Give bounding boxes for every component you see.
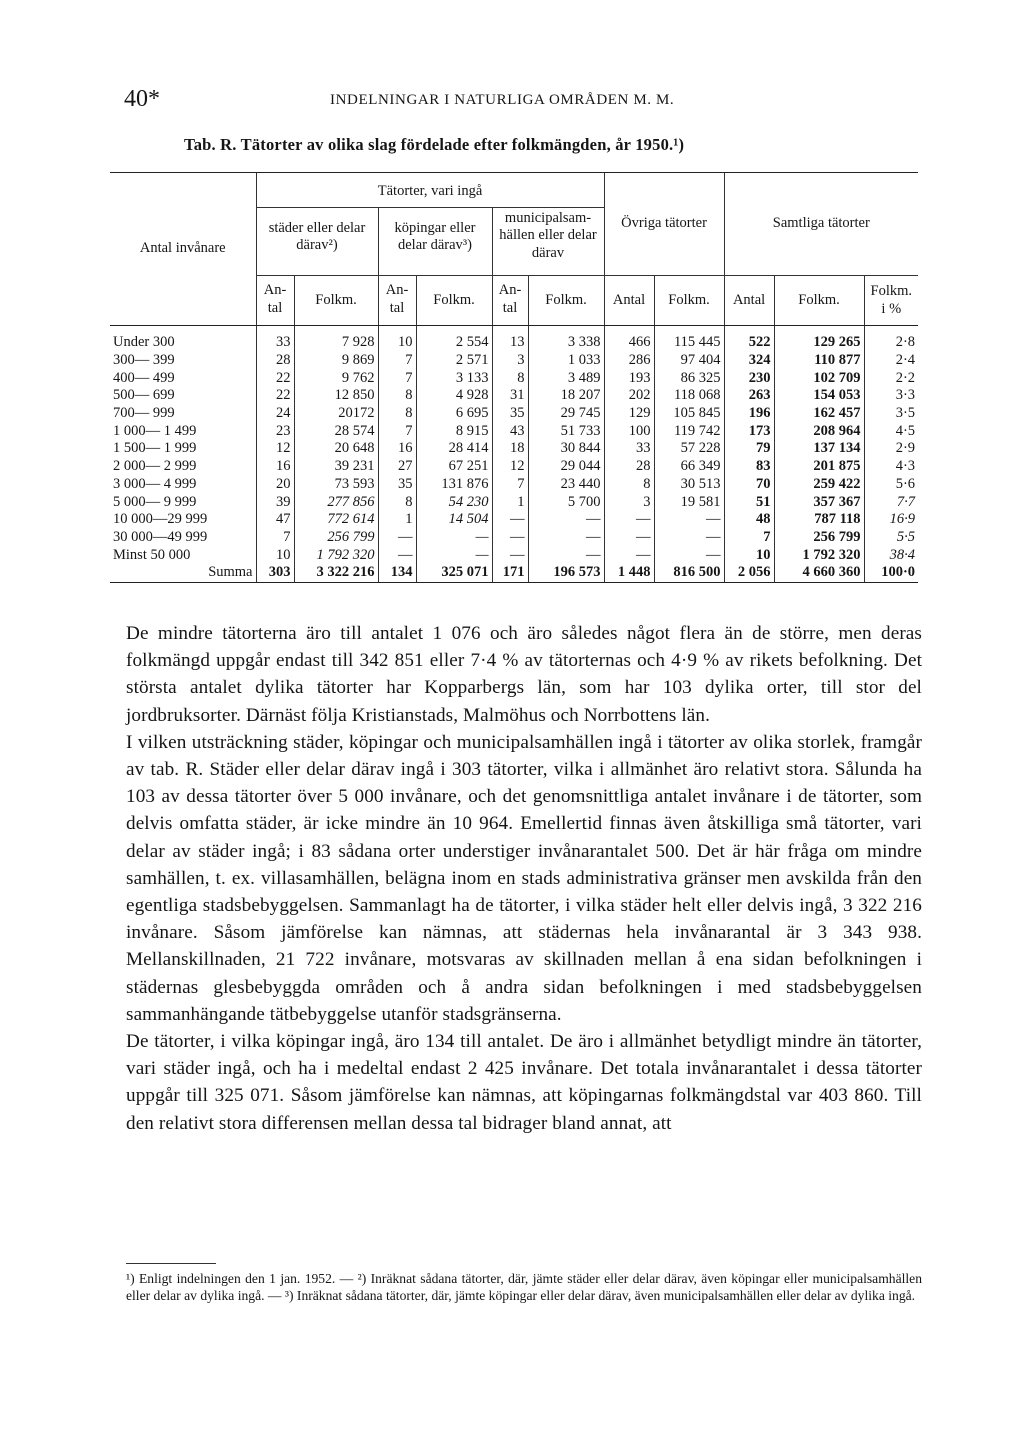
table-row — [110, 387, 918, 405]
cell-c3: — — [378, 529, 416, 547]
sum-c9: 2 056 — [724, 564, 774, 582]
row-label: 5 000— 9 999 — [113, 493, 197, 510]
cell-c1: 22 — [256, 387, 294, 405]
cell-c9: 79 — [724, 440, 774, 458]
sum-row — [110, 564, 918, 582]
row-label: 1 000— 1 499 — [113, 422, 197, 439]
cell-c7: 286 — [604, 352, 654, 370]
cell-c1: 28 — [256, 352, 294, 370]
header-folkm-3: Folkm. — [528, 275, 604, 325]
cell-c6: 30 844 — [528, 440, 604, 458]
row-label: 2 000— 2 999 — [113, 458, 197, 475]
cell-c5: 31 — [492, 387, 528, 405]
header-antal-2: An-tal — [378, 275, 416, 325]
header-municipal: municipalsam-hällen eller delar därav — [492, 207, 604, 275]
cell-c1: 7 — [256, 529, 294, 547]
cell-c10: 259 422 — [774, 476, 864, 494]
table-title: Tab. R. Tätorter av olika slag fördelade efter folkmängden, år 1950.¹) — [184, 135, 685, 154]
header-folkm-1: Folkm. — [294, 275, 378, 325]
cell-c4: 3 133 — [416, 370, 492, 388]
table-row — [110, 458, 918, 476]
cell-c8: 97 404 — [654, 352, 724, 370]
sum-c6: 196 573 — [528, 564, 604, 582]
cell-c1: 24 — [256, 405, 294, 423]
cell-c5: 43 — [492, 423, 528, 441]
cell-c5: 12 — [492, 458, 528, 476]
cell-c6: 23 440 — [528, 476, 604, 494]
sum-c11: 100·0 — [864, 564, 918, 582]
table-body — [110, 326, 918, 583]
cell-c5: 35 — [492, 405, 528, 423]
header-antal-3: An-tal — [492, 275, 528, 325]
cell-c11: 3·3 — [864, 387, 918, 405]
cell-c7: 8 — [604, 476, 654, 494]
cell-c2: 7 928 — [294, 326, 378, 352]
table-row — [110, 529, 918, 547]
cell-c8: 19 581 — [654, 494, 724, 512]
cell-c4: 2 554 — [416, 326, 492, 352]
header-staden: städer eller delar därav²) — [256, 207, 378, 275]
cell-c7: — — [604, 511, 654, 529]
cell-c7: 33 — [604, 440, 654, 458]
cell-c10: 1 792 320 — [774, 547, 864, 565]
table-row — [110, 494, 918, 512]
row-label: 500— 699 — [113, 387, 175, 404]
cell-c10: 102 709 — [774, 370, 864, 388]
cell-c8: — — [654, 511, 724, 529]
cell-c7: 28 — [604, 458, 654, 476]
cell-c2: 20172 — [294, 405, 378, 423]
cell-c3: — — [378, 547, 416, 565]
cell-c11: 2·2 — [864, 370, 918, 388]
cell-c9: 48 — [724, 511, 774, 529]
footnote: ¹) Enligt indelningen den 1 jan. 1952. — ²) Inräknat sådana tätorter, där, jämte städer eller delar därav, även köpingar eller municipalsamhällen eller delar av dylika ingå. — ³) Inräknat sådana tätorter, där, jämte köpingar eller delar därav, även municipalsamhällen eller delar av dylika ingå. — [126, 1271, 922, 1303]
cell-c1: 23 — [256, 423, 294, 441]
cell-c11: 3·5 — [864, 405, 918, 423]
header-folkm-pct: Folkm. i % — [864, 275, 918, 325]
cell-c11: 4·5 — [864, 423, 918, 441]
cell-c11: 2·8 — [864, 326, 918, 352]
header-folkm-2: Folkm. — [416, 275, 492, 325]
cell-c8: — — [654, 547, 724, 565]
paragraph-2: I vilken utsträckning städer, köpingar och municipalsamhällen ingå i tätorter av olika storlek, framgår av tab. R. Städer eller delar därav ingå i 303 tätorter, vilka i allmänhet äro relativt stora. Sålunda ha 103 av dessa tätorter över 5 000 invånare, och det genomsnittliga antalet invånare i de tätorter, som delvis omfatta städer, är icke mindre än 10 964. Emellertid finnas även åtskilliga små tätorter, vari delar av städer ingå; i 83 sådana orter understiger invånarantalet 500. Det är här fråga om mindre samhällen, t. ex. villasamhällen, belägna inom en stads administrativa gränser men avskilda från den egentliga stadsbebyggelsen. Sammanlagt ha de tätorter, i vilka städer helt eller delvis ingå, 3 322 216 invånare. Såsom jämförelse kan nämnas, att städernas hela invånarantal är 3 343 938. Mellanskillnaden, 21 722 invånare, motsvaras av skillnaden mellan å ena sidan befolkningen i städernas glesbebyggda områden och å andra sidan befolkningen i med stadsbebyggelsen sammanhängande tätbebyggelse utanför stadsgränserna. — [126, 731, 922, 1025]
row-label: Minst 50 000 — [113, 546, 191, 563]
cell-c11: 38·4 — [864, 547, 918, 565]
cell-c3: 7 — [378, 352, 416, 370]
header-antal-4: Antal — [604, 275, 654, 325]
table-row — [110, 405, 918, 423]
sum-c10: 4 660 360 — [774, 564, 864, 582]
cell-c3: 8 — [378, 494, 416, 512]
footnote-rule — [126, 1263, 216, 1264]
cell-c10: 154 053 — [774, 387, 864, 405]
cell-c4: 2 571 — [416, 352, 492, 370]
cell-c6: 29 745 — [528, 405, 604, 423]
cell-c10: 256 799 — [774, 529, 864, 547]
cell-c8: 118 068 — [654, 387, 724, 405]
header-antal-1: An-tal — [256, 275, 294, 325]
cell-c1: 22 — [256, 370, 294, 388]
cell-c2: 772 614 — [294, 511, 378, 529]
cell-c5: — — [492, 529, 528, 547]
cell-c5: 13 — [492, 326, 528, 352]
cell-c8: — — [654, 529, 724, 547]
cell-c11: 2·4 — [864, 352, 918, 370]
row-label: 3 000— 4 999 — [113, 475, 197, 492]
cell-c7: 129 — [604, 405, 654, 423]
cell-c4: 8 915 — [416, 423, 492, 441]
cell-c4: 14 504 — [416, 511, 492, 529]
table-row — [110, 326, 918, 352]
cell-c1: 39 — [256, 494, 294, 512]
cell-c6: 29 044 — [528, 458, 604, 476]
cell-c2: 1 792 320 — [294, 547, 378, 565]
sum-c7: 1 448 — [604, 564, 654, 582]
cell-c10: 208 964 — [774, 423, 864, 441]
cell-c2: 39 231 — [294, 458, 378, 476]
row-label: 30 000—49 999 — [113, 528, 208, 545]
page-number: 40* — [124, 86, 160, 112]
sum-c2: 3 322 216 — [294, 564, 378, 582]
paragraph-3: De tätorter, i vilka köpingar ingå, äro 134 till antalet. De äro i allmänhet betydligt mindre än tätorter, vari städer ingå, och ha i medeltal endast 2 425 invånare. Det totala invånarantalet i dessa tätorter uppgår till 325 071. Såsom jämförelse kan nämnas, att köpingarnas folkmängdstal var 403 860. Till den relativt stora differensen mellan dessa tal bidrager bland annat, att — [126, 1031, 922, 1134]
cell-c7: 100 — [604, 423, 654, 441]
sum-c5: 171 — [492, 564, 528, 582]
cell-c10: 137 134 — [774, 440, 864, 458]
cell-c11: 5·5 — [864, 529, 918, 547]
cell-c3: 8 — [378, 405, 416, 423]
cell-c9: 263 — [724, 387, 774, 405]
cell-c9: 83 — [724, 458, 774, 476]
cell-c2: 20 648 — [294, 440, 378, 458]
cell-c6: 51 733 — [528, 423, 604, 441]
cell-c11: 7·7 — [864, 494, 918, 512]
sum-c8: 816 500 — [654, 564, 724, 582]
cell-c4: 131 876 — [416, 476, 492, 494]
row-label: 300— 399 — [113, 351, 175, 368]
cell-c8: 115 445 — [654, 326, 724, 352]
row-label: 1 500— 1 999 — [113, 440, 197, 457]
cell-c9: 70 — [724, 476, 774, 494]
cell-c3: 8 — [378, 387, 416, 405]
cell-c2: 9 762 — [294, 370, 378, 388]
cell-c8: 86 325 — [654, 370, 724, 388]
cell-c8: 119 742 — [654, 423, 724, 441]
cell-c4: — — [416, 529, 492, 547]
cell-c3: 16 — [378, 440, 416, 458]
cell-c6: — — [528, 529, 604, 547]
cell-c1: 10 — [256, 547, 294, 565]
body-text — [126, 620, 922, 1137]
cell-c4: 4 928 — [416, 387, 492, 405]
sum-c1: 303 — [256, 564, 294, 582]
cell-c9: 7 — [724, 529, 774, 547]
cell-c9: 324 — [724, 352, 774, 370]
cell-c7: — — [604, 529, 654, 547]
table-row — [110, 476, 918, 494]
cell-c9: 51 — [724, 494, 774, 512]
cell-c5: 8 — [492, 370, 528, 388]
cell-c7: 193 — [604, 370, 654, 388]
sum-label: Summa — [110, 564, 256, 582]
paragraph-1: De mindre tätorterna äro till antalet 1 076 och äro således något flera än de större, men deras folkmängd uppgår endast till 342 851 eller 7·4 % av tätorternas och 4·9 % av rikets befolkning. Det största antalet dylika tätorter har Kopparbergs län, som har 103 dylika orter, till stor del jordbruksorter. Därnäst följa Kristianstads, Malmöhus och Norrbottens län. — [126, 623, 922, 726]
cell-c10: 129 265 — [774, 326, 864, 352]
cell-c2: 256 799 — [294, 529, 378, 547]
cell-c8: 57 228 — [654, 440, 724, 458]
cell-c5: 7 — [492, 476, 528, 494]
cell-c5: 3 — [492, 352, 528, 370]
sum-c3: 134 — [378, 564, 416, 582]
cell-c1: 20 — [256, 476, 294, 494]
header-kopingar: köpingar eller delar därav³) — [378, 207, 492, 275]
table-row — [110, 423, 918, 441]
cell-c3: 1 — [378, 511, 416, 529]
running-head: INDELNINGAR I NATURLIGA OMRÅDEN M. M. — [330, 92, 675, 108]
cell-c7: 3 — [604, 494, 654, 512]
row-label: 700— 999 — [113, 405, 175, 422]
cell-c3: 7 — [378, 370, 416, 388]
cell-c11: 4·3 — [864, 458, 918, 476]
cell-c9: 196 — [724, 405, 774, 423]
cell-c6: 3 489 — [528, 370, 604, 388]
cell-c9: 173 — [724, 423, 774, 441]
cell-c4: 6 695 — [416, 405, 492, 423]
cell-c5: — — [492, 547, 528, 565]
cell-c11: 16·9 — [864, 511, 918, 529]
row-label: 10 000—29 999 — [113, 511, 208, 528]
cell-c6: 18 207 — [528, 387, 604, 405]
cell-c5: — — [492, 511, 528, 529]
cell-c11: 5·6 — [864, 476, 918, 494]
cell-c6: — — [528, 547, 604, 565]
cell-c6: 3 338 — [528, 326, 604, 352]
cell-c2: 28 574 — [294, 423, 378, 441]
header-row-label: Antal invånare — [110, 173, 256, 326]
cell-c6: 5 700 — [528, 494, 604, 512]
statistics-table — [110, 172, 918, 583]
cell-c9: 10 — [724, 547, 774, 565]
header-col-group: Tätorter, vari ingå — [256, 173, 604, 208]
cell-c6: — — [528, 511, 604, 529]
cell-c10: 110 877 — [774, 352, 864, 370]
cell-c2: 277 856 — [294, 494, 378, 512]
cell-c7: 202 — [604, 387, 654, 405]
sum-c4: 325 071 — [416, 564, 492, 582]
cell-c3: 7 — [378, 423, 416, 441]
cell-c5: 1 — [492, 494, 528, 512]
table-row — [110, 547, 918, 565]
cell-c4: — — [416, 547, 492, 565]
cell-c10: 357 367 — [774, 494, 864, 512]
cell-c2: 12 850 — [294, 387, 378, 405]
cell-c9: 230 — [724, 370, 774, 388]
header-folkm-5: Folkm. — [774, 275, 864, 325]
cell-c7: 466 — [604, 326, 654, 352]
cell-c6: 1 033 — [528, 352, 604, 370]
cell-c4: 67 251 — [416, 458, 492, 476]
cell-c4: 28 414 — [416, 440, 492, 458]
cell-c1: 12 — [256, 440, 294, 458]
header-samtliga: Samtliga tätorter — [724, 173, 918, 276]
cell-c2: 9 869 — [294, 352, 378, 370]
cell-c10: 787 118 — [774, 511, 864, 529]
cell-c7: — — [604, 547, 654, 565]
table-row — [110, 511, 918, 529]
cell-c8: 105 845 — [654, 405, 724, 423]
table-row — [110, 370, 918, 388]
cell-c1: 47 — [256, 511, 294, 529]
cell-c5: 18 — [492, 440, 528, 458]
cell-c3: 27 — [378, 458, 416, 476]
cell-c10: 201 875 — [774, 458, 864, 476]
cell-c3: 35 — [378, 476, 416, 494]
cell-c1: 33 — [256, 326, 294, 352]
cell-c2: 73 593 — [294, 476, 378, 494]
cell-c9: 522 — [724, 326, 774, 352]
header-antal-5: Antal — [724, 275, 774, 325]
cell-c4: 54 230 — [416, 494, 492, 512]
cell-c8: 66 349 — [654, 458, 724, 476]
cell-c8: 30 513 — [654, 476, 724, 494]
table-row — [110, 352, 918, 370]
cell-c10: 162 457 — [774, 405, 864, 423]
row-label: Under 300 — [113, 334, 175, 351]
cell-c1: 16 — [256, 458, 294, 476]
header-ovriga: Övriga tätorter — [604, 173, 724, 276]
header-folkm-4: Folkm. — [654, 275, 724, 325]
table-row — [110, 440, 918, 458]
cell-c11: 2·9 — [864, 440, 918, 458]
row-label: 400— 499 — [113, 369, 175, 386]
cell-c3: 10 — [378, 326, 416, 352]
